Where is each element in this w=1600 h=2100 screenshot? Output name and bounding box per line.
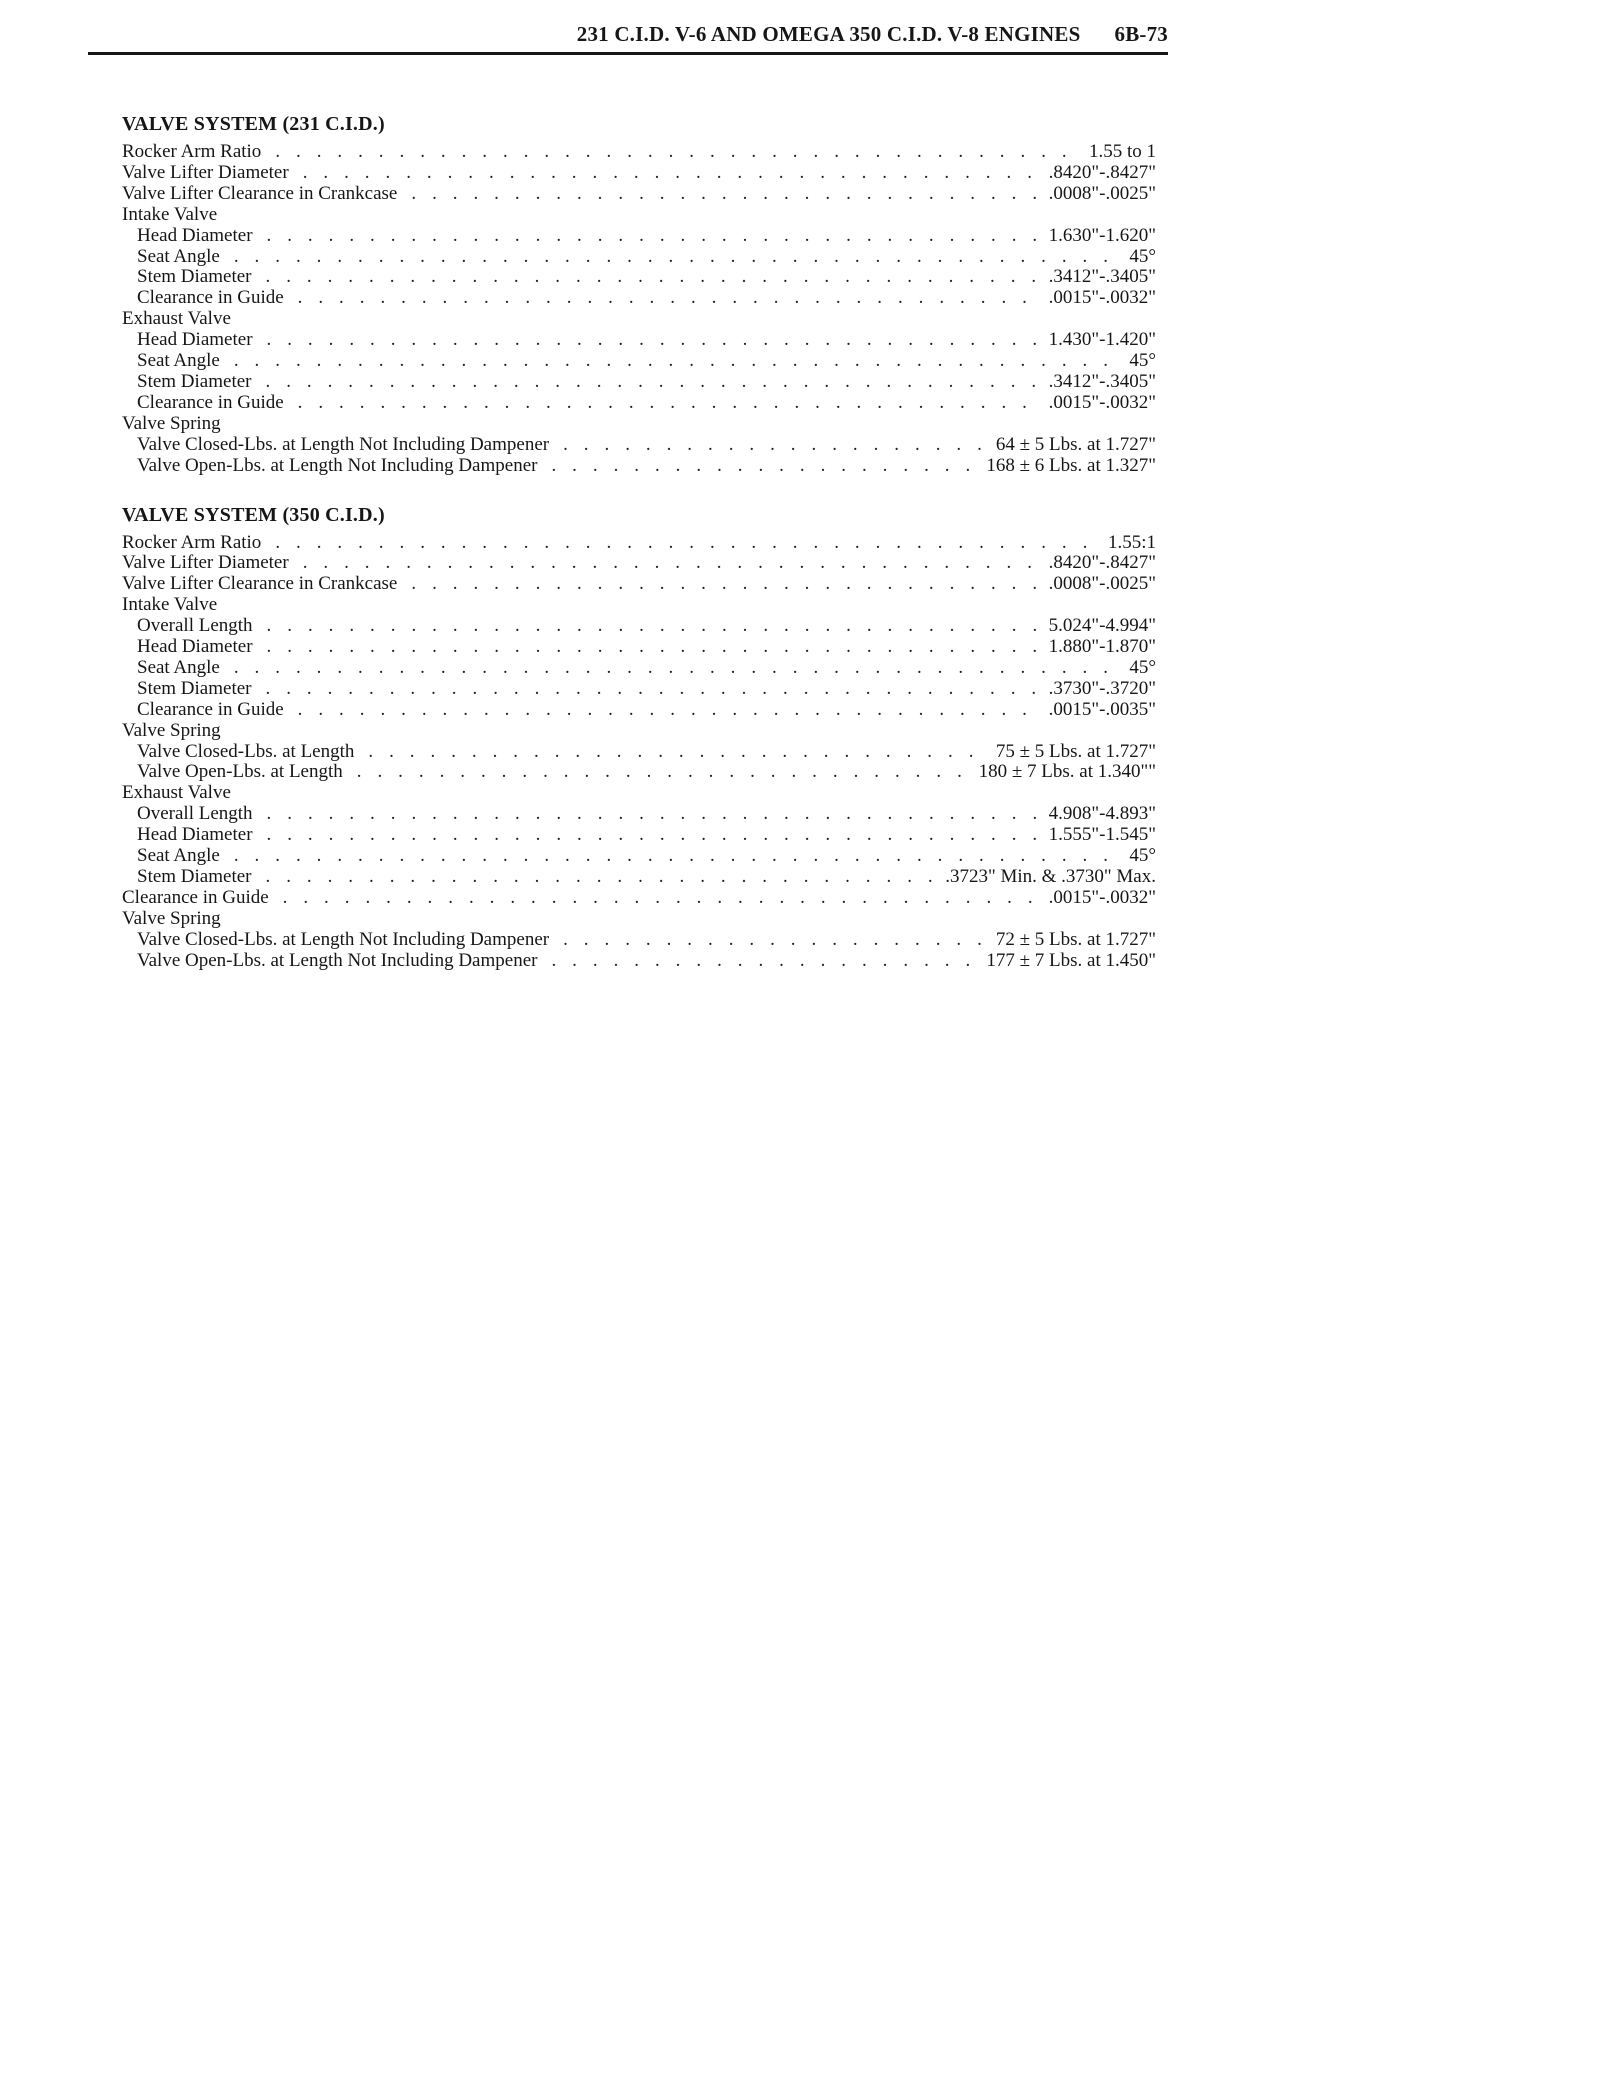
spec-row xyxy=(122,184,1156,205)
spec-row xyxy=(122,679,1156,700)
spec-row xyxy=(122,351,1156,372)
spec-value: 5.024"-4.994" xyxy=(1048,615,1156,637)
spec-value: 1.430"-1.420" xyxy=(1048,329,1156,351)
spec-value: .3412"-.3405" xyxy=(1048,266,1156,288)
spec-row xyxy=(122,267,1156,288)
dot-leader xyxy=(368,742,985,763)
spec-row xyxy=(122,742,1156,763)
spec-value: .0008"-.0025" xyxy=(1048,182,1156,204)
spec-label: Valve Closed-Lbs. at Length Not Including Dampener xyxy=(137,433,550,455)
section-title: VALVE SYSTEM (350 C.I.D.) xyxy=(122,503,385,526)
spec-row xyxy=(122,762,1156,783)
spec-label: Head Diameter xyxy=(137,824,253,846)
spec-value: 1.555"-1.545" xyxy=(1048,824,1156,846)
spec-value: .0015"-.0032" xyxy=(1048,886,1156,908)
spec-label: Exhaust Valve xyxy=(122,782,231,804)
spec-row xyxy=(122,574,1156,595)
spec-label: Stem Diameter xyxy=(137,677,252,699)
spec-label: Valve Open-Lbs. at Length xyxy=(137,761,343,783)
spec-row xyxy=(122,435,1156,456)
spec-label: Rocker Arm Ratio xyxy=(122,141,262,162)
dot-leader xyxy=(303,163,1039,184)
spec-label: Valve Spring xyxy=(122,907,221,929)
spec-value: .0015"-.0035" xyxy=(1048,698,1156,720)
spec-row xyxy=(122,637,1156,658)
spec-value: 1.55 to 1 xyxy=(1088,141,1156,162)
spec-row xyxy=(122,930,1156,951)
spec-label: Stem Diameter xyxy=(137,866,252,887)
spec-label: Clearance in Guide xyxy=(137,698,284,720)
spec-value: 1.880"-1.870" xyxy=(1048,636,1156,658)
spec-row xyxy=(122,393,1156,414)
spec-label: Clearance in Guide xyxy=(137,287,284,309)
spec-label: Valve Spring xyxy=(122,719,221,741)
spec-label: Valve Open-Lbs. at Length Not Including Dampener xyxy=(137,949,538,971)
spec-label: Clearance in Guide xyxy=(137,391,284,413)
spec-value: 45° xyxy=(1129,845,1156,867)
spec-label: Exhaust Valve xyxy=(122,308,231,330)
spec-row xyxy=(122,372,1156,393)
spec-row xyxy=(122,846,1156,867)
spec-subheading xyxy=(122,783,1156,804)
spec-section xyxy=(122,505,1156,972)
spec-row xyxy=(122,288,1156,309)
dot-leader xyxy=(266,679,1039,700)
dot-leader xyxy=(234,846,1120,867)
page-number: 6B-73 xyxy=(1114,22,1168,46)
dot-leader xyxy=(411,184,1038,205)
dot-leader xyxy=(266,372,1039,393)
dot-leader xyxy=(234,658,1120,679)
spec-label: Clearance in Guide xyxy=(122,886,269,908)
spec-label: Head Diameter xyxy=(137,224,253,246)
dot-leader xyxy=(563,930,986,951)
spec-value: .3723" Min. & .3730" Max. xyxy=(945,866,1156,887)
spec-row xyxy=(122,616,1156,637)
running-head xyxy=(88,22,1168,47)
spec-value: 1.630"-1.620" xyxy=(1048,224,1156,246)
spec-value: .3730"-.3720" xyxy=(1048,677,1156,699)
spec-row xyxy=(122,226,1156,247)
dot-leader xyxy=(298,288,1039,309)
spec-content xyxy=(122,114,1156,972)
dot-leader xyxy=(411,574,1038,595)
spec-row xyxy=(122,247,1156,268)
spec-label: Overall Length xyxy=(137,615,253,637)
spec-value: .8420"-.8427" xyxy=(1048,552,1156,574)
spec-value: 180 ± 7 Lbs. at 1.340"" xyxy=(978,761,1156,783)
running-head-title: 231 C.I.D. V-6 AND OMEGA 350 C.I.D. V-8 ENGINES xyxy=(576,22,1081,46)
spec-value: 45° xyxy=(1129,350,1156,372)
spec-value: .0015"-.0032" xyxy=(1048,391,1156,413)
dot-leader xyxy=(266,267,1039,288)
dot-leader xyxy=(551,456,976,477)
dot-leader xyxy=(267,804,1039,825)
spec-value: 75 ± 5 Lbs. at 1.727" xyxy=(995,740,1156,762)
spec-value: 64 ± 5 Lbs. at 1.727" xyxy=(995,433,1156,455)
spec-label: Valve Spring xyxy=(122,412,221,434)
spec-row xyxy=(122,142,1156,163)
dot-leader xyxy=(266,867,936,888)
dot-leader xyxy=(563,435,986,456)
dot-leader xyxy=(275,142,1079,163)
spec-row xyxy=(122,825,1156,846)
spec-row xyxy=(122,163,1156,184)
spec-label: Intake Valve xyxy=(122,594,218,616)
spec-label: Valve Lifter Clearance in Crankcase xyxy=(122,573,398,595)
dot-leader xyxy=(298,700,1039,721)
header-rule xyxy=(88,52,1168,55)
spec-label: Valve Closed-Lbs. at Length Not Including Dampener xyxy=(137,928,550,950)
spec-subheading xyxy=(122,721,1156,742)
dot-leader xyxy=(275,533,1098,554)
dot-leader xyxy=(267,226,1039,247)
spec-label: Intake Valve xyxy=(122,203,218,225)
spec-label: Seat Angle xyxy=(137,350,220,372)
page-header xyxy=(88,22,1168,55)
spec-value: 45° xyxy=(1129,656,1156,678)
spec-value: 45° xyxy=(1129,245,1156,267)
dot-leader xyxy=(267,330,1039,351)
spec-value: 1.55:1 xyxy=(1107,531,1156,553)
dot-leader xyxy=(267,637,1039,658)
spec-subheading xyxy=(122,595,1156,616)
spec-label: Valve Lifter Diameter xyxy=(122,161,289,183)
dot-leader xyxy=(303,553,1039,574)
dot-leader xyxy=(298,393,1039,414)
spec-row xyxy=(122,456,1156,477)
spec-section xyxy=(122,114,1156,477)
spec-label: Valve Open-Lbs. at Length Not Including Dampener xyxy=(137,454,538,476)
dot-leader xyxy=(234,351,1120,372)
spec-row xyxy=(122,658,1156,679)
spec-label: Head Diameter xyxy=(137,636,253,658)
spec-value: 177 ± 7 Lbs. at 1.450" xyxy=(986,949,1156,971)
spec-label: Head Diameter xyxy=(137,329,253,351)
spec-value: 168 ± 6 Lbs. at 1.327" xyxy=(986,454,1156,476)
spec-subheading xyxy=(122,309,1156,330)
spec-label: Rocker Arm Ratio xyxy=(122,531,262,553)
spec-label: Stem Diameter xyxy=(137,266,252,288)
spec-label: Valve Lifter Diameter xyxy=(122,552,289,574)
spec-row xyxy=(122,867,1156,888)
spec-row xyxy=(122,533,1156,554)
spec-value: .3412"-.3405" xyxy=(1048,370,1156,392)
spec-label: Seat Angle xyxy=(137,245,220,267)
spec-value: 4.908"-4.893" xyxy=(1048,803,1156,825)
spec-subheading xyxy=(122,414,1156,435)
spec-label: Valve Lifter Clearance in Crankcase xyxy=(122,182,398,204)
spec-value: .0008"-.0025" xyxy=(1048,573,1156,595)
spec-label: Stem Diameter xyxy=(137,370,252,392)
dot-leader xyxy=(357,762,969,783)
spec-value: .8420"-.8427" xyxy=(1048,161,1156,183)
spec-label: Overall Length xyxy=(137,803,253,825)
spec-row xyxy=(122,700,1156,721)
spec-label: Valve Closed-Lbs. at Length xyxy=(137,740,355,762)
spec-value: .0015"-.0032" xyxy=(1048,287,1156,309)
dot-leader xyxy=(234,247,1120,268)
spec-label: Seat Angle xyxy=(137,656,220,678)
spec-row xyxy=(122,804,1156,825)
section-title: VALVE SYSTEM (231 C.I.D.) xyxy=(122,113,385,135)
spec-row xyxy=(122,330,1156,351)
spec-row xyxy=(122,951,1156,972)
spec-row xyxy=(122,553,1156,574)
spec-label: Seat Angle xyxy=(137,845,220,867)
dot-leader xyxy=(283,888,1039,909)
spec-row xyxy=(122,888,1156,909)
spec-subheading xyxy=(122,909,1156,930)
dot-leader xyxy=(267,616,1039,637)
spec-value: 72 ± 5 Lbs. at 1.727" xyxy=(995,928,1156,950)
dot-leader xyxy=(267,825,1039,846)
dot-leader xyxy=(551,951,976,972)
spec-subheading xyxy=(122,205,1156,226)
